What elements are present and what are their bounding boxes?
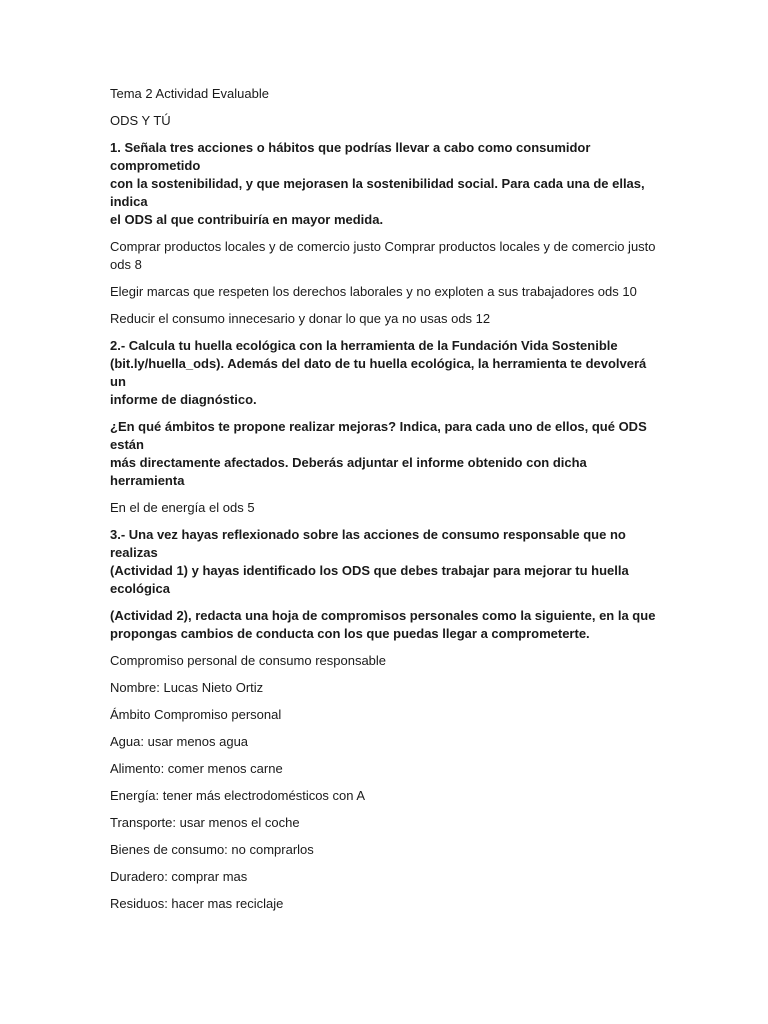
question-paragraph xyxy=(110,337,662,409)
text-line: 3.- Una vez hayas reflexionado sobre las acciones de consumo responsable que no realizas xyxy=(110,527,626,560)
text-paragraph xyxy=(110,841,662,859)
text-line: con la sostenibilidad, y que mejorasen la sostenibilidad social. Para cada una de ellas, indica xyxy=(110,176,645,209)
text-paragraph xyxy=(110,814,662,832)
text-paragraph xyxy=(110,283,662,301)
text-line: ¿En qué ámbitos te propone realizar mejoras? Indica, para cada uno de ellos, qué ODS están xyxy=(110,419,647,452)
text-line: propongas cambios de conducta con los que puedas llegar a comprometerte. xyxy=(110,626,590,641)
text-line: Transporte: usar menos el coche xyxy=(110,815,300,830)
text-paragraph xyxy=(110,787,662,805)
text-line: ODS Y TÚ xyxy=(110,113,171,128)
document-body xyxy=(110,85,662,913)
text-line: Elegir marcas que respeten los derechos laborales y no exploten a sus trabajadores ods 10 xyxy=(110,284,637,299)
text-paragraph xyxy=(110,310,662,328)
text-paragraph xyxy=(110,706,662,724)
text-paragraph xyxy=(110,499,662,517)
document-page xyxy=(110,85,662,922)
text-line: Bienes de consumo: no comprarlos xyxy=(110,842,314,857)
question-paragraph xyxy=(110,418,662,490)
text-line: más directamente afectados. Deberás adjuntar el informe obtenido con dicha herramienta xyxy=(110,455,587,488)
text-line: Compromiso personal de consumo responsable xyxy=(110,653,387,668)
question-paragraph xyxy=(110,526,662,598)
text-line: ecológica xyxy=(110,581,170,596)
text-line: informe de diagnóstico. xyxy=(110,392,257,407)
text-paragraph xyxy=(110,760,662,778)
text-line: 2.- Calcula tu huella ecológica con la herramienta de la Fundación Vida Sostenible xyxy=(110,338,618,353)
text-line: Residuos: hacer mas reciclaje xyxy=(110,896,284,911)
text-line: (Actividad 1) y hayas identificado los ODS que debes trabajar para mejorar tu huella xyxy=(110,563,629,578)
text-line: (bit.ly/huella_ods). Además del dato de tu huella ecológica, la herramienta te devolverá un xyxy=(110,356,647,389)
text-paragraph xyxy=(110,238,662,274)
text-line: Agua: usar menos agua xyxy=(110,734,249,749)
text-line: Reducir el consumo innecesario y donar lo que ya no usas ods 12 xyxy=(110,311,491,326)
text-line: 1. Señala tres acciones o hábitos que podrías llevar a cabo como consumidor comprometido xyxy=(110,140,591,173)
text-paragraph xyxy=(110,868,662,886)
text-line: el ODS al que contribuiría en mayor medida. xyxy=(110,212,384,227)
text-line: Tema 2 Actividad Evaluable xyxy=(110,86,269,101)
text-line: ods 8 xyxy=(110,257,142,272)
text-line: Energía: tener más electrodomésticos con A xyxy=(110,788,366,803)
text-line: Alimento: comer menos carne xyxy=(110,761,283,776)
text-paragraph xyxy=(110,679,662,697)
text-paragraph xyxy=(110,895,662,913)
question-paragraph xyxy=(110,607,662,643)
text-paragraph xyxy=(110,733,662,751)
text-line: (Actividad 2), redacta una hoja de compromisos personales como la siguiente, en la que xyxy=(110,608,656,623)
text-line: Ámbito Compromiso personal xyxy=(110,707,282,722)
text-line: Duradero: comprar mas xyxy=(110,869,248,884)
question-paragraph xyxy=(110,139,662,229)
text-line: En el de energía el ods 5 xyxy=(110,500,255,515)
text-line: Nombre: Lucas Nieto Ortiz xyxy=(110,680,264,695)
text-line: Comprar productos locales y de comercio justo Comprar productos locales y de comercio justo xyxy=(110,239,656,254)
text-paragraph xyxy=(110,85,662,103)
text-paragraph xyxy=(110,112,662,130)
text-paragraph xyxy=(110,652,662,670)
